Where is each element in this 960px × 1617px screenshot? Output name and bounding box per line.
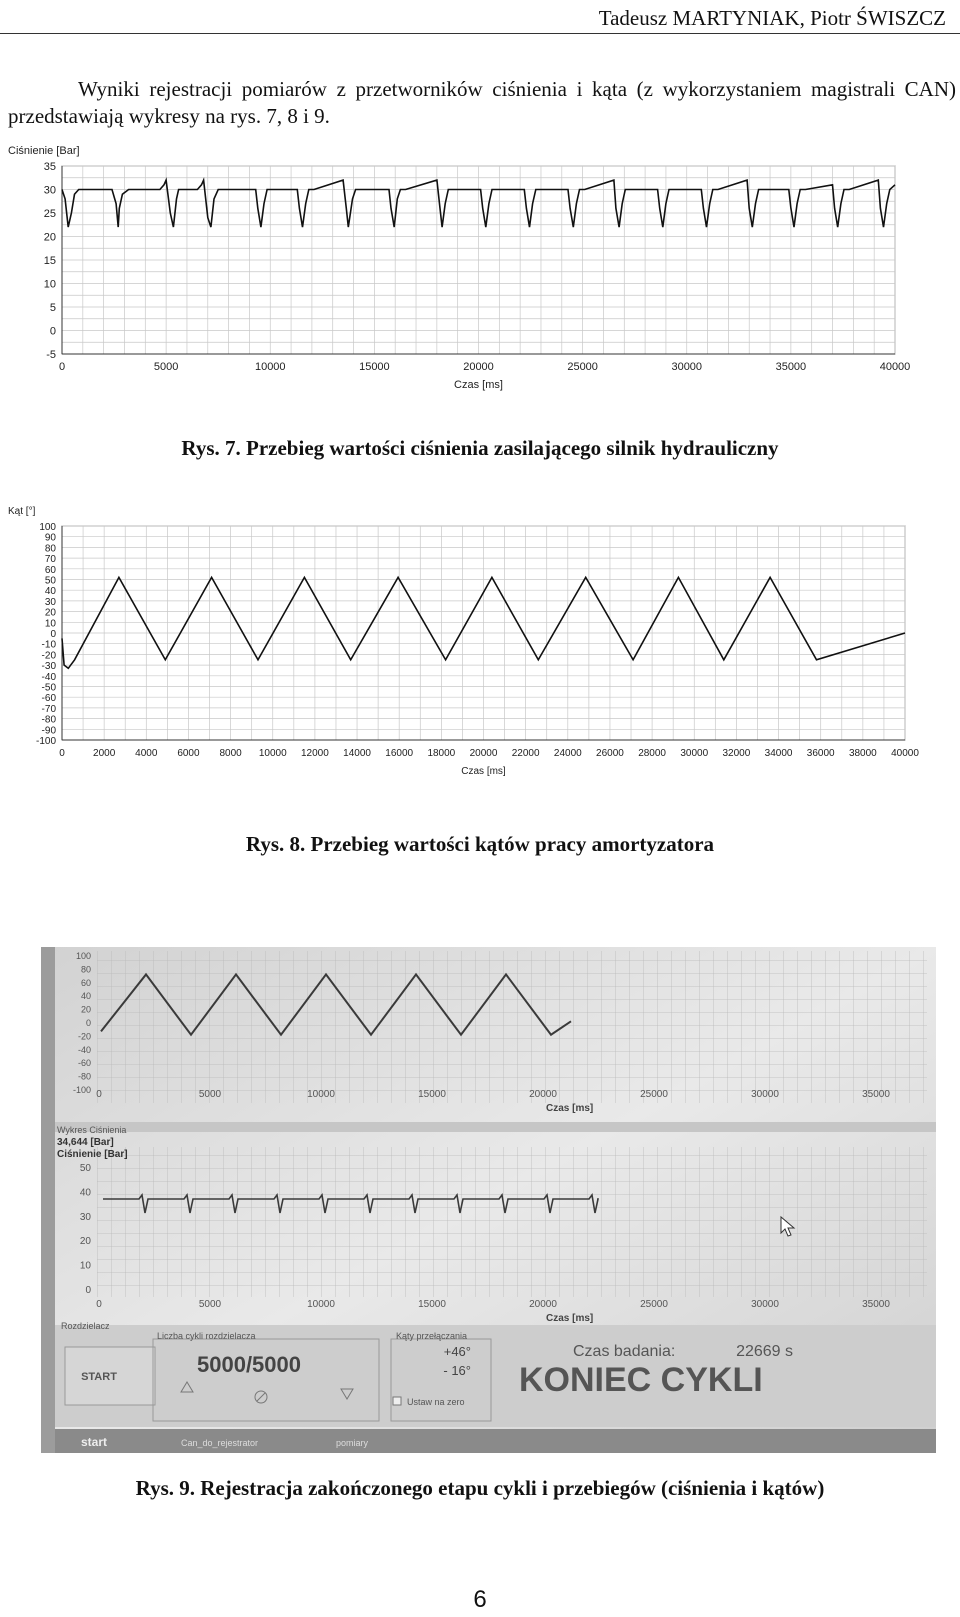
x-tick-label: 10000 bbox=[258, 748, 287, 759]
pressure-y-tick-label: 50 bbox=[79, 1163, 91, 1174]
x-axis-label: Czas [ms] bbox=[454, 379, 503, 391]
angle-y-tick-label: 40 bbox=[80, 991, 91, 1002]
y-tick-label: -70 bbox=[41, 703, 56, 715]
angle-y-tick-label: -20 bbox=[77, 1031, 91, 1042]
status-banner: KONIEC CYKLI bbox=[519, 1361, 763, 1399]
pressure-plot-grid bbox=[97, 1147, 927, 1297]
header-rule bbox=[0, 33, 960, 34]
panel-separator bbox=[55, 1122, 936, 1132]
angle-y-tick-label: 100 bbox=[75, 951, 91, 961]
pressure-current-value: 34,644 [Bar] bbox=[57, 1137, 114, 1148]
x-tick-label: 32000 bbox=[722, 748, 751, 759]
switch-angle-up-value: +46° bbox=[443, 1344, 471, 1359]
y-tick-label: -30 bbox=[41, 661, 56, 673]
angle-plot-grid bbox=[97, 951, 927, 1103]
x-axis-label: Czas [ms] bbox=[461, 766, 506, 777]
figure7-caption: Rys. 7. Przebieg wartości ciśnienia zasilającego silnik hydrauliczny bbox=[181, 436, 779, 460]
pressure-y-axis-label: Ciśnienie [Bar] bbox=[57, 1149, 128, 1160]
pressure-x-tick-label: 15000 bbox=[418, 1299, 446, 1310]
x-tick-label: 40000 bbox=[879, 361, 911, 373]
x-tick-label: 30000 bbox=[680, 748, 709, 759]
start-button[interactable]: START bbox=[81, 1371, 117, 1383]
y-tick-label: 20 bbox=[44, 607, 56, 619]
x-tick-label: 8000 bbox=[219, 748, 242, 759]
x-tick-label: 5000 bbox=[153, 361, 179, 373]
pressure-y-tick-label: 30 bbox=[79, 1211, 91, 1223]
angle-x-axis-label: Czas [ms] bbox=[546, 1103, 594, 1114]
x-tick-label: 0 bbox=[59, 748, 65, 759]
angle-y-tick-label: 20 bbox=[80, 1004, 91, 1015]
x-tick-label: 26000 bbox=[596, 748, 624, 759]
y-tick-label: -50 bbox=[41, 682, 56, 694]
y-tick-label: -60 bbox=[41, 693, 56, 705]
switch-angles-label: Kąty przełączania bbox=[396, 1331, 468, 1341]
y-tick-label: 0 bbox=[50, 629, 56, 640]
y-tick-label: 40 bbox=[44, 586, 56, 598]
pressure-x-tick-label: 25000 bbox=[640, 1299, 668, 1310]
x-tick-label: 10000 bbox=[254, 361, 286, 373]
y-tick-label: -10 bbox=[41, 639, 56, 651]
y-tick-label: -40 bbox=[41, 671, 56, 683]
page-number: 6 bbox=[473, 1586, 487, 1613]
x-tick-label: 34000 bbox=[764, 748, 793, 759]
x-tick-label: 15000 bbox=[359, 361, 390, 373]
cycles-counter: 5000/5000 bbox=[197, 1352, 301, 1377]
x-tick-label: 4000 bbox=[135, 748, 158, 759]
monitor-bezel bbox=[41, 947, 55, 1453]
pressure-panel-title: Wykres Ciśnienia bbox=[57, 1125, 127, 1135]
pressure-chart bbox=[0, 132, 960, 410]
y-tick-label: -20 bbox=[41, 650, 56, 662]
x-tick-label: 28000 bbox=[638, 748, 667, 759]
y-tick-label: 30 bbox=[43, 184, 56, 197]
y-tick-label: 80 bbox=[44, 543, 56, 555]
page-header bbox=[0, 0, 960, 34]
angle-chart bbox=[0, 506, 960, 802]
pressure-x-axis-label: Czas [ms] bbox=[546, 1313, 594, 1324]
angle-x-tick-label: 0 bbox=[96, 1089, 102, 1100]
y-tick-label: 5 bbox=[49, 302, 56, 314]
intro-paragraph: Wyniki rejestracji pomiarów z przetworników ciśnienia i kąta (z wykorzystaniem magistrali CAN) przedstawiają wykresy na rys. 7, 8 i 9. bbox=[8, 77, 956, 128]
angle-x-tick-label: 25000 bbox=[640, 1089, 668, 1100]
pressure-x-tick-label: 10000 bbox=[307, 1299, 335, 1310]
taskbar-task-pomiary[interactable]: pomiary bbox=[336, 1438, 369, 1448]
monitor-photo bbox=[41, 947, 936, 1453]
taskbar-start-button[interactable]: start bbox=[81, 1435, 108, 1449]
pressure-x-tick-label: 20000 bbox=[529, 1299, 557, 1310]
y-axis-label: Ciśnienie [Bar] bbox=[8, 145, 80, 157]
x-tick-label: 40000 bbox=[891, 748, 919, 759]
y-axis-label: Kąt [°] bbox=[8, 506, 36, 517]
x-tick-label: 22000 bbox=[511, 748, 540, 759]
x-tick-label: 14000 bbox=[343, 748, 371, 759]
y-tick-label: 90 bbox=[44, 532, 56, 544]
x-tick-label: 2000 bbox=[93, 748, 116, 759]
angle-y-tick-label: 60 bbox=[80, 977, 91, 988]
x-tick-label: 30000 bbox=[671, 361, 703, 373]
pressure-x-tick-label: 0 bbox=[96, 1299, 102, 1310]
y-tick-label: -80 bbox=[41, 714, 56, 726]
header-authors: Tadeusz MARTYNIAK, Piotr ŚWISZCZ bbox=[598, 6, 946, 30]
y-tick-label: -5 bbox=[46, 349, 56, 361]
x-tick-label: 38000 bbox=[848, 748, 877, 759]
pressure-y-tick-label: 40 bbox=[79, 1187, 91, 1199]
angle-y-tick-label: -80 bbox=[77, 1071, 91, 1082]
angle-x-tick-label: 5000 bbox=[198, 1089, 222, 1100]
x-tick-label: 20000 bbox=[469, 748, 498, 759]
angle-x-tick-label: 10000 bbox=[307, 1089, 335, 1100]
angle-y-tick-label: -60 bbox=[77, 1058, 91, 1069]
y-tick-label: 30 bbox=[44, 596, 56, 608]
x-tick-label: 6000 bbox=[177, 748, 200, 759]
x-tick-label: 24000 bbox=[553, 748, 582, 759]
y-tick-label: 35 bbox=[43, 161, 56, 173]
y-tick-label: 100 bbox=[39, 522, 56, 533]
figure9-caption: Rys. 9. Rejestracja zakończonego etapu cykli i przebiegów (ciśnienia i kątów) bbox=[135, 1476, 825, 1500]
y-tick-label: -100 bbox=[35, 736, 56, 747]
cycles-group-label: Liczba cykli rozdzielacza bbox=[157, 1331, 256, 1341]
zero-checkbox-label: Ustaw na zero bbox=[407, 1397, 465, 1407]
angle-x-tick-label: 30000 bbox=[751, 1089, 779, 1100]
pressure-y-tick-label: 0 bbox=[85, 1285, 91, 1296]
zero-checkbox[interactable] bbox=[393, 1397, 401, 1405]
pressure-x-tick-label: 5000 bbox=[198, 1299, 222, 1310]
x-tick-label: 16000 bbox=[385, 748, 414, 759]
pressure-y-tick-label: 10 bbox=[79, 1260, 91, 1272]
y-tick-label: 0 bbox=[49, 325, 56, 338]
distributor-group-label: Rozdzielacz bbox=[61, 1321, 110, 1331]
angle-x-tick-label: 15000 bbox=[418, 1089, 446, 1100]
y-tick-label: -90 bbox=[41, 725, 56, 737]
x-tick-label: 0 bbox=[58, 361, 66, 373]
x-tick-label: 12000 bbox=[300, 748, 329, 759]
pressure-x-tick-label: 35000 bbox=[862, 1299, 890, 1310]
x-tick-label: 36000 bbox=[806, 748, 835, 759]
figure8-caption: Rys. 8. Przebieg wartości kątów pracy amortyzatora bbox=[245, 832, 715, 856]
angle-x-tick-label: 20000 bbox=[529, 1089, 557, 1100]
y-tick-label: 10 bbox=[44, 618, 56, 630]
angle-y-tick-label: -100 bbox=[72, 1085, 91, 1095]
taskbar-task-can-rejestrator[interactable]: Can_do_rejestrator bbox=[181, 1438, 259, 1448]
angle-x-tick-label: 35000 bbox=[862, 1089, 890, 1100]
x-tick-label: 25000 bbox=[567, 361, 598, 373]
pressure-x-tick-label: 30000 bbox=[751, 1299, 779, 1310]
switch-angle-down-value: - 16° bbox=[443, 1363, 471, 1378]
angle-y-tick-label: 80 bbox=[80, 964, 91, 975]
angle-y-tick-label: -40 bbox=[77, 1044, 91, 1055]
monitor-photo-drawing bbox=[41, 947, 936, 1453]
y-tick-label: 20 bbox=[43, 231, 56, 244]
pressure-y-tick-label: 20 bbox=[79, 1236, 91, 1248]
y-tick-label: 25 bbox=[43, 208, 56, 220]
test-time-label: Czas badania: bbox=[573, 1343, 676, 1360]
x-tick-label: 18000 bbox=[427, 748, 456, 759]
y-tick-label: 60 bbox=[44, 564, 56, 576]
angle-y-tick-label: 0 bbox=[85, 1018, 91, 1028]
x-tick-label: 20000 bbox=[463, 361, 494, 373]
y-tick-label: 50 bbox=[44, 575, 56, 587]
y-tick-label: 10 bbox=[43, 278, 56, 291]
test-time-value: 22669 s bbox=[736, 1343, 793, 1360]
x-tick-label: 35000 bbox=[775, 361, 807, 373]
y-tick-label: 15 bbox=[43, 255, 56, 267]
y-tick-label: 70 bbox=[44, 554, 56, 566]
